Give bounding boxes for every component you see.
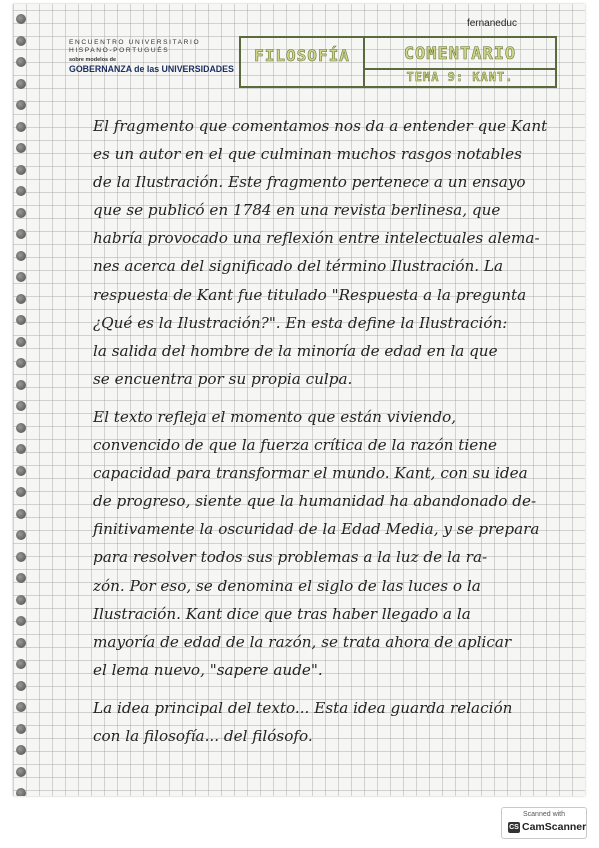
text-line: finitivamente la oscuridad de la Edad Media, y se prepara bbox=[93, 520, 540, 539]
binder-hole bbox=[16, 315, 26, 325]
text-line: La idea principal del texto... Esta idea guarda relación bbox=[93, 698, 513, 717]
text-line: para resolver todos sus problemas a la luz de la ra- bbox=[93, 548, 488, 567]
camscanner-badge bbox=[501, 807, 587, 839]
binder-hole bbox=[16, 401, 26, 411]
binder-hole bbox=[16, 788, 26, 796]
binder-hole bbox=[16, 294, 26, 304]
text-line: es un autor en el que culminan muchos rasgos notables bbox=[93, 145, 522, 164]
binder-hole bbox=[16, 122, 26, 132]
binder-hole bbox=[16, 337, 26, 347]
scanned-with-label: Scanned with bbox=[522, 811, 566, 818]
binder-hole bbox=[16, 165, 26, 175]
text-line: El texto refleja el momento que están viviendo, bbox=[93, 407, 457, 426]
binder-hole bbox=[16, 681, 26, 691]
binder-hole bbox=[16, 272, 26, 282]
event-logo bbox=[69, 39, 239, 75]
text-line: nes acerca del significado del término Ilustración. La bbox=[93, 257, 504, 276]
binder-hole bbox=[16, 380, 26, 390]
binder-hole bbox=[16, 186, 26, 196]
text-line: se encuentra por su propia culpa. bbox=[93, 369, 353, 388]
binder-holes bbox=[13, 4, 33, 796]
notebook-page bbox=[13, 4, 585, 796]
binder-hole bbox=[16, 530, 26, 540]
binder-hole bbox=[16, 143, 26, 153]
topic-title: TEMA 9: KANT. bbox=[406, 70, 514, 84]
subject-title: FILOSOFÍA bbox=[254, 46, 350, 65]
text-line: el lema nuevo, "sapere aude". bbox=[93, 660, 323, 679]
logo-line-4: GOBERNANZA de las UNIVERSIDADES bbox=[69, 64, 234, 74]
camscanner-brand: CamScanner bbox=[522, 821, 587, 833]
text-line: ¿Qué es la Ilustración?". En esta define la Ilustración: bbox=[93, 313, 508, 332]
binder-hole bbox=[16, 509, 26, 519]
text-line: que se publicó en 1784 en una revista berlinesa, que bbox=[93, 201, 501, 220]
binder-hole bbox=[16, 423, 26, 433]
binder-hole bbox=[16, 573, 26, 583]
logo-line-2: HISPANO-PORTUGUÉS bbox=[69, 47, 170, 54]
text-line: con la filosofía... del filósofo. bbox=[93, 726, 313, 745]
text-line: de progreso, siente que la humanidad ha abandonado de- bbox=[93, 492, 537, 511]
binder-hole bbox=[16, 616, 26, 626]
binder-hole bbox=[16, 57, 26, 67]
binder-hole bbox=[16, 79, 26, 89]
document-type: COMENTARIO bbox=[403, 44, 517, 64]
text-line: convencido de que la fuerza crítica de la razón tiene bbox=[93, 436, 498, 455]
binder-hole bbox=[16, 767, 26, 777]
text-line: zón. Por eso, se denomina el siglo de las luces o la bbox=[93, 576, 481, 595]
binder-hole bbox=[16, 595, 26, 605]
header-box bbox=[239, 36, 557, 88]
text-line: mayoría de edad de la razón, se trata ahora de aplicar bbox=[93, 632, 512, 651]
paragraph bbox=[93, 694, 563, 750]
binder-hole bbox=[16, 358, 26, 368]
paragraph bbox=[93, 403, 563, 684]
binder-hole bbox=[16, 100, 26, 110]
binder-hole bbox=[16, 208, 26, 218]
binder-hole bbox=[16, 229, 26, 239]
binder-hole bbox=[16, 552, 26, 562]
text-line: Ilustración. Kant dice que tras haber llegado a la bbox=[93, 604, 471, 623]
binder-hole bbox=[16, 36, 26, 46]
paragraph-gap bbox=[93, 684, 563, 694]
binder-hole bbox=[16, 659, 26, 669]
text-line: habría provocado una reflexión entre intelectuales alema- bbox=[93, 229, 540, 248]
text-line: de la Ilustración. Este fragmento pertenece a un ensayo bbox=[93, 173, 526, 192]
logo-line-3: sobre modelos de bbox=[69, 57, 117, 63]
uploader-watermark: fernaneduc bbox=[466, 18, 517, 29]
binder-hole bbox=[16, 702, 26, 712]
binder-hole bbox=[16, 487, 26, 497]
binder-hole bbox=[16, 724, 26, 734]
camscanner-logo-icon: CS bbox=[509, 824, 519, 831]
binder-hole bbox=[16, 745, 26, 755]
binder-hole bbox=[16, 638, 26, 648]
binder-hole bbox=[16, 444, 26, 454]
binder-hole bbox=[16, 251, 26, 261]
text-line: capacidad para transformar el mundo. Kant, con su idea bbox=[93, 464, 528, 483]
binder-hole bbox=[16, 14, 26, 24]
binder-hole bbox=[16, 466, 26, 476]
paragraph bbox=[93, 112, 563, 393]
handwritten-body bbox=[93, 112, 563, 750]
text-line: respuesta de Kant fue titulado "Respuesta a la pregunta bbox=[93, 285, 527, 304]
logo-line-1: ENCUENTRO UNIVERSITARIO bbox=[69, 39, 201, 46]
paragraph-gap bbox=[93, 393, 563, 403]
text-line: El fragmento que comentamos nos da a entender que Kant bbox=[93, 117, 548, 135]
text-line: la salida del hombre de la minoría de edad en la que bbox=[93, 341, 498, 360]
